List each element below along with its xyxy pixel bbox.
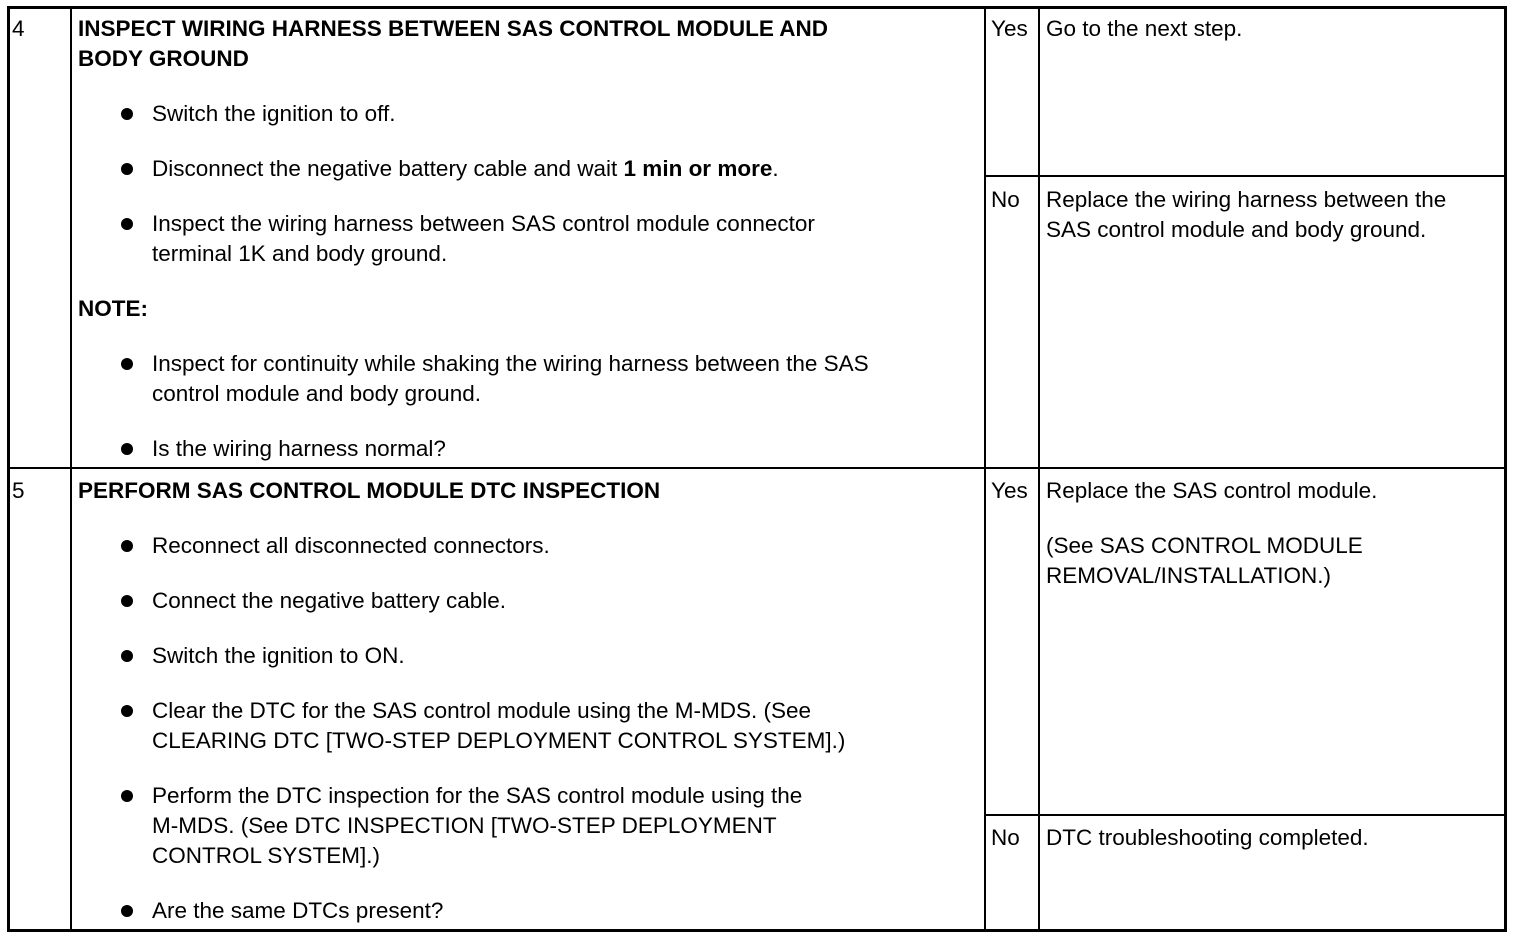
instruction-item: Perform the DTC inspection for the SAS control module using the <box>152 783 803 808</box>
instruction-item: Inspect the wiring harness between SAS control module connector <box>152 211 815 236</box>
step-number: 4 <box>12 16 25 41</box>
bullet-icon <box>121 905 133 917</box>
bullet-icon <box>121 790 133 802</box>
yes-label: Yes <box>991 16 1028 41</box>
no-label: No <box>991 825 1020 850</box>
instruction-item: Reconnect all disconnected connectors. <box>152 533 550 558</box>
yes-result: Go to the next step. <box>1046 16 1243 41</box>
row-divider-steps <box>8 467 1506 469</box>
step-title: INSPECT WIRING HARNESS BETWEEN SAS CONTROL MODULE AND <box>78 16 829 41</box>
step-title: BODY GROUND <box>78 46 249 71</box>
instruction-item: control module and body ground. <box>152 381 481 406</box>
bullet-icon <box>121 163 133 175</box>
row-divider-step5-yes-no <box>985 814 1506 816</box>
column-divider-action <box>984 7 986 931</box>
instruction-item: M-MDS. (See DTC INSPECTION [TWO-STEP DEPLOYMENT <box>152 813 777 838</box>
yes-result: Replace the SAS control module. <box>1046 478 1378 503</box>
instruction-item: Switch the ignition to off. <box>152 101 396 126</box>
no-result: Replace the wiring harness between the <box>1046 187 1447 212</box>
bullet-icon <box>121 108 133 120</box>
yes-result: REMOVAL/INSTALLATION.) <box>1046 563 1332 588</box>
instruction-item: Disconnect the negative battery cable and wait 1 min or more. <box>152 156 779 181</box>
yes-label: Yes <box>991 478 1028 503</box>
bullet-icon <box>121 443 133 455</box>
instruction-item: Are the same DTCs present? <box>152 898 444 923</box>
instruction-item: CLEARING DTC [TWO-STEP DEPLOYMENT CONTROL SYSTEM].) <box>152 728 846 753</box>
step-title: PERFORM SAS CONTROL MODULE DTC INSPECTION <box>78 478 661 503</box>
instruction-item: Is the wiring harness normal? <box>152 436 446 461</box>
instruction-item: Clear the DTC for the SAS control module using the M-MDS. (See <box>152 698 812 723</box>
column-divider-number <box>70 7 72 931</box>
bullet-icon <box>121 218 133 230</box>
note-label: NOTE: <box>78 296 148 321</box>
instruction-item: Switch the ignition to ON. <box>152 643 405 668</box>
bullet-icon <box>121 595 133 607</box>
no-label: No <box>991 187 1020 212</box>
no-result: SAS control module and body ground. <box>1046 217 1427 242</box>
row-divider-step4-yes-no <box>985 175 1506 177</box>
instruction-item: Inspect for continuity while shaking the wiring harness between the SAS <box>152 351 869 376</box>
yes-result: (See SAS CONTROL MODULE <box>1046 533 1363 558</box>
bullet-icon <box>121 358 133 370</box>
instruction-item: terminal 1K and body ground. <box>152 241 448 266</box>
column-divider-result <box>1038 7 1040 931</box>
instruction-item: Connect the negative battery cable. <box>152 588 506 613</box>
bullet-icon <box>121 540 133 552</box>
bullet-icon <box>121 650 133 662</box>
bullet-icon <box>121 705 133 717</box>
instruction-item: CONTROL SYSTEM].) <box>152 843 380 868</box>
no-result: DTC troubleshooting completed. <box>1046 825 1369 850</box>
step-number: 5 <box>12 478 25 503</box>
